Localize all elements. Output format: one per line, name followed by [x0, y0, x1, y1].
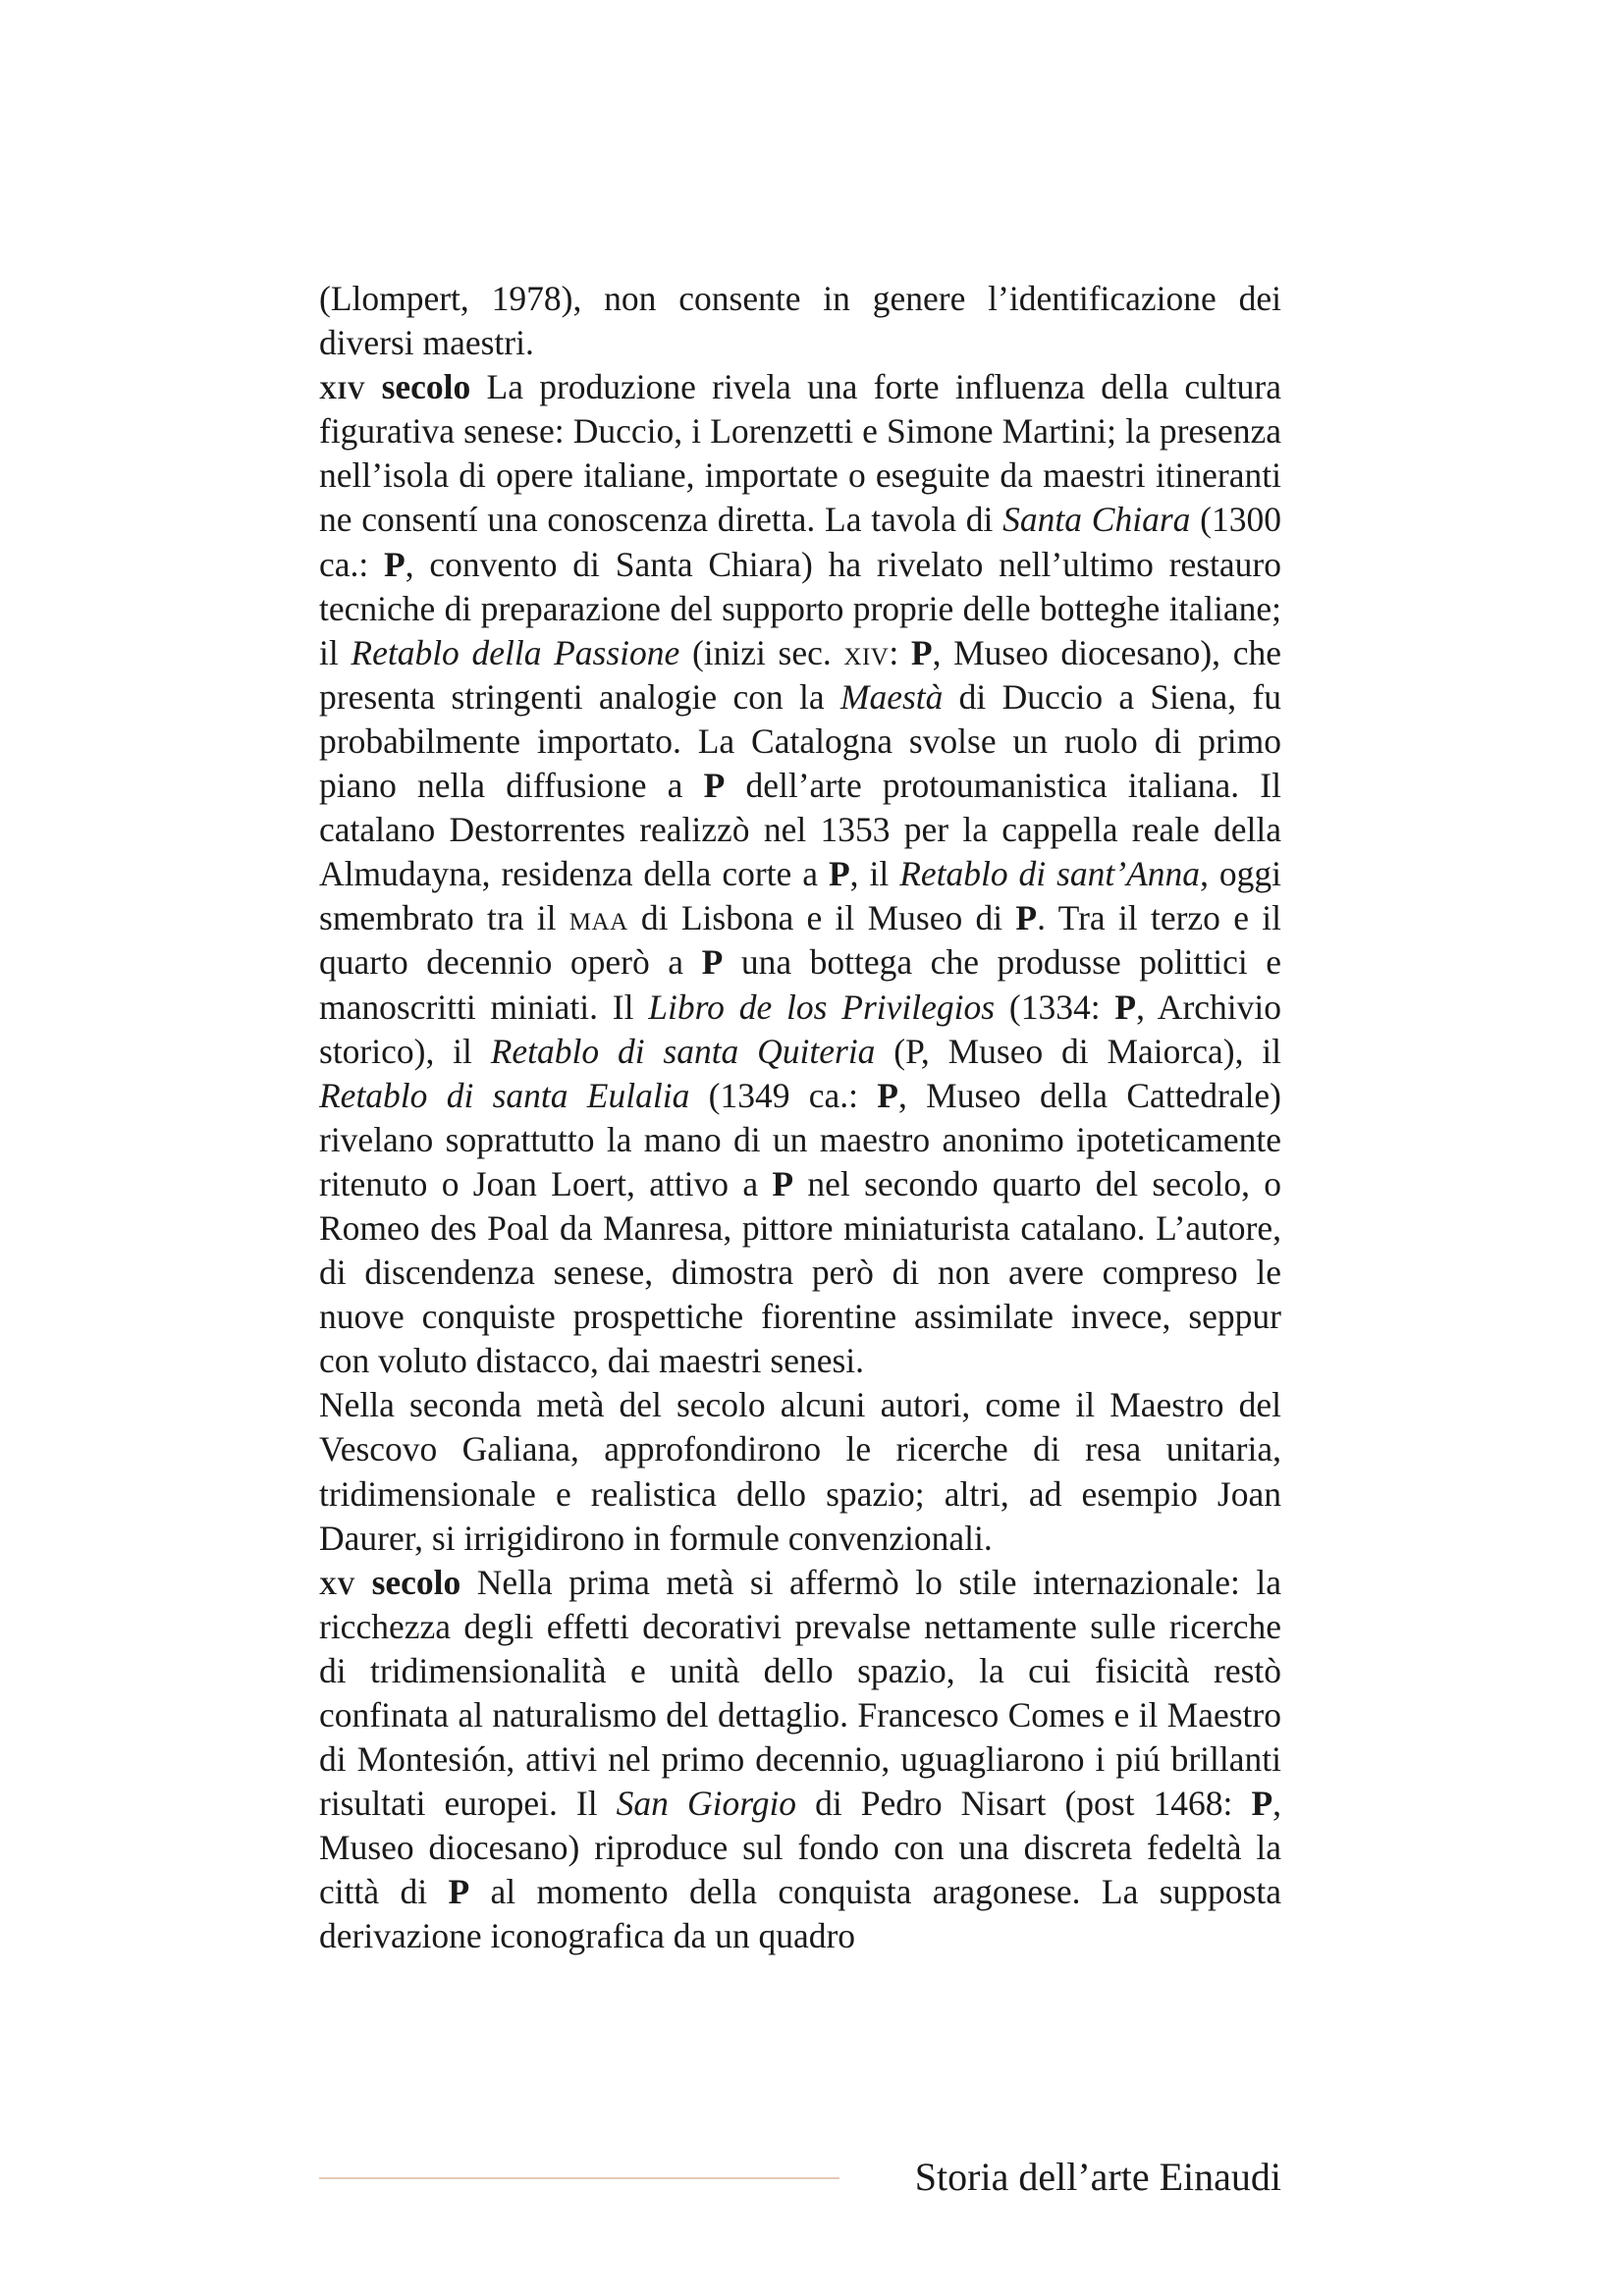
paragraph-xiv-century	[319, 365, 1281, 1383]
place-abbrev: P	[772, 1163, 794, 1203]
section-century-numeral: xiv	[319, 367, 366, 407]
text: (P, Museo di Maiorca), il	[875, 1031, 1282, 1071]
place-abbrev: P	[701, 942, 724, 983]
text: , Museo della Cattedrale) rivelano soprattutto la mano di un maestro anonimo ipoteticamente ritenuto o Joan Loert, attivo a	[319, 1075, 1282, 1203]
place-abbrev: P	[448, 1872, 470, 1912]
museum-abbrev: maa	[568, 898, 628, 938]
text: nel secondo quarto del secolo, o Romeo des Poal da Manresa, pittore miniaturista catalano. L’autore, di discendenza senese, dimostra però di non avere compreso le nuove conquiste prospettiche fiorentine assimilate invece, seppur con voluto distacco, dai maestri senesi.	[319, 1163, 1282, 1381]
work-title: Retablo di sant’Anna	[899, 854, 1201, 894]
place-abbrev: P	[384, 544, 406, 584]
text: (1334:	[995, 987, 1115, 1027]
text: . Tra il terzo e il quarto decennio operò a	[319, 898, 1281, 983]
text: (1349 ca.:	[689, 1075, 878, 1115]
text: La produzione rivela una forte influenza della cultura figurativa senese: Duccio, i Lorenzetti e Simone Martini; la presenza nell’isola di opere italiane, importate o eseguite da maestri itineranti ne consentí una conoscenza diretta. La tavola di	[319, 367, 1281, 540]
text: , Museo diocesano) riproduce sul fondo con una discreta fedeltà la città di	[319, 1784, 1281, 1912]
text: , Archivio storico), il	[319, 987, 1282, 1071]
text: , oggi smembrato tra il	[319, 854, 1282, 938]
work-title: Retablo di santa Eulalia	[319, 1075, 690, 1115]
text: Nella seconda metà del secolo alcuni autori, come il Maestro del Vescovo Galiana, approfondirono le ricerche di resa unitaria, tridimensionale e realistica dello spazio; altri, ad esempio Joan Daurer, si irrigidirono in formule convenzionali.	[319, 1385, 1281, 1558]
section-heading: secolo	[355, 1562, 461, 1602]
work-title: Maestà	[839, 676, 944, 717]
text: , convento di Santa Chiara) ha rivelato nell’ultimo restauro tecniche di preparazione del supporto proprie delle botteghe italiane; il	[319, 544, 1281, 672]
paragraph-second-half	[319, 1383, 1281, 1560]
paragraph-xv-century	[319, 1561, 1281, 1959]
text: di Lisbona e il Museo di	[627, 898, 1016, 938]
work-title: Libro de los Privilegios	[648, 987, 996, 1027]
work-title: Santa Chiara	[1002, 500, 1191, 540]
work-title: Retablo della Passione	[351, 632, 680, 672]
place-abbrev: P	[910, 632, 933, 672]
text: di Duccio a Siena, fu probabilmente importato. La Catalogna svolse un ruolo di primo piano nella diffusione a	[319, 676, 1281, 806]
text: :	[889, 632, 911, 672]
place-abbrev: P	[1015, 898, 1038, 938]
text: (inizi sec.	[679, 632, 844, 672]
paragraph-intro-continuation	[319, 277, 1281, 365]
work-title: Retablo di santa Quiteria	[490, 1031, 876, 1071]
text: Nella prima metà si affermò lo stile internazionale: la ricchezza degli effetti decorativi prevalse nettamente sulle ricerche di tridimensionalità e unità dello spazio, la cui fisicità restò confinata al naturalismo del dettaglio. Francesco Comes e il Maestro di Montesión, attivi nel primo decennio, uguagliarono i piú brillanti risultati europei. Il	[319, 1562, 1281, 1824]
section-century-numeral: xv	[319, 1562, 356, 1602]
document-body	[319, 277, 1281, 1959]
place-abbrev: P	[1251, 1784, 1273, 1824]
place-abbrev: P	[703, 766, 726, 806]
text: (Llompert, 1978), non consente in genere l’identificazione dei diversi maestri.	[319, 279, 1281, 363]
text: dell’arte protoumanistica italiana. Il catalano Destorrentes realizzò nel 1353 per la cappella reale della Almudayna, residenza della corte a	[319, 766, 1281, 894]
footer-divider	[319, 2177, 839, 2179]
text: di Pedro Nisart (post 1468:	[796, 1784, 1252, 1824]
text: (1300 ca.:	[319, 500, 1281, 584]
text: una bottega che produsse polittici e manoscritti miniati. Il	[319, 942, 1281, 1027]
section-heading: secolo	[365, 367, 471, 407]
text: , il	[849, 854, 900, 894]
text: , Museo diocesano), che presenta stringenti analogie con la	[319, 632, 1281, 717]
place-abbrev: P	[828, 854, 850, 894]
work-title: San Giorgio	[616, 1784, 797, 1824]
footer-publication-title: Storia dell’arte Einaudi	[914, 2155, 1281, 2199]
place-abbrev: P	[877, 1075, 898, 1115]
century-numeral: xiv	[843, 632, 890, 672]
text: al momento della conquista aragonese. La supposta derivazione iconografica da un quadro	[319, 1872, 1281, 1956]
place-abbrev: P	[1114, 987, 1137, 1027]
